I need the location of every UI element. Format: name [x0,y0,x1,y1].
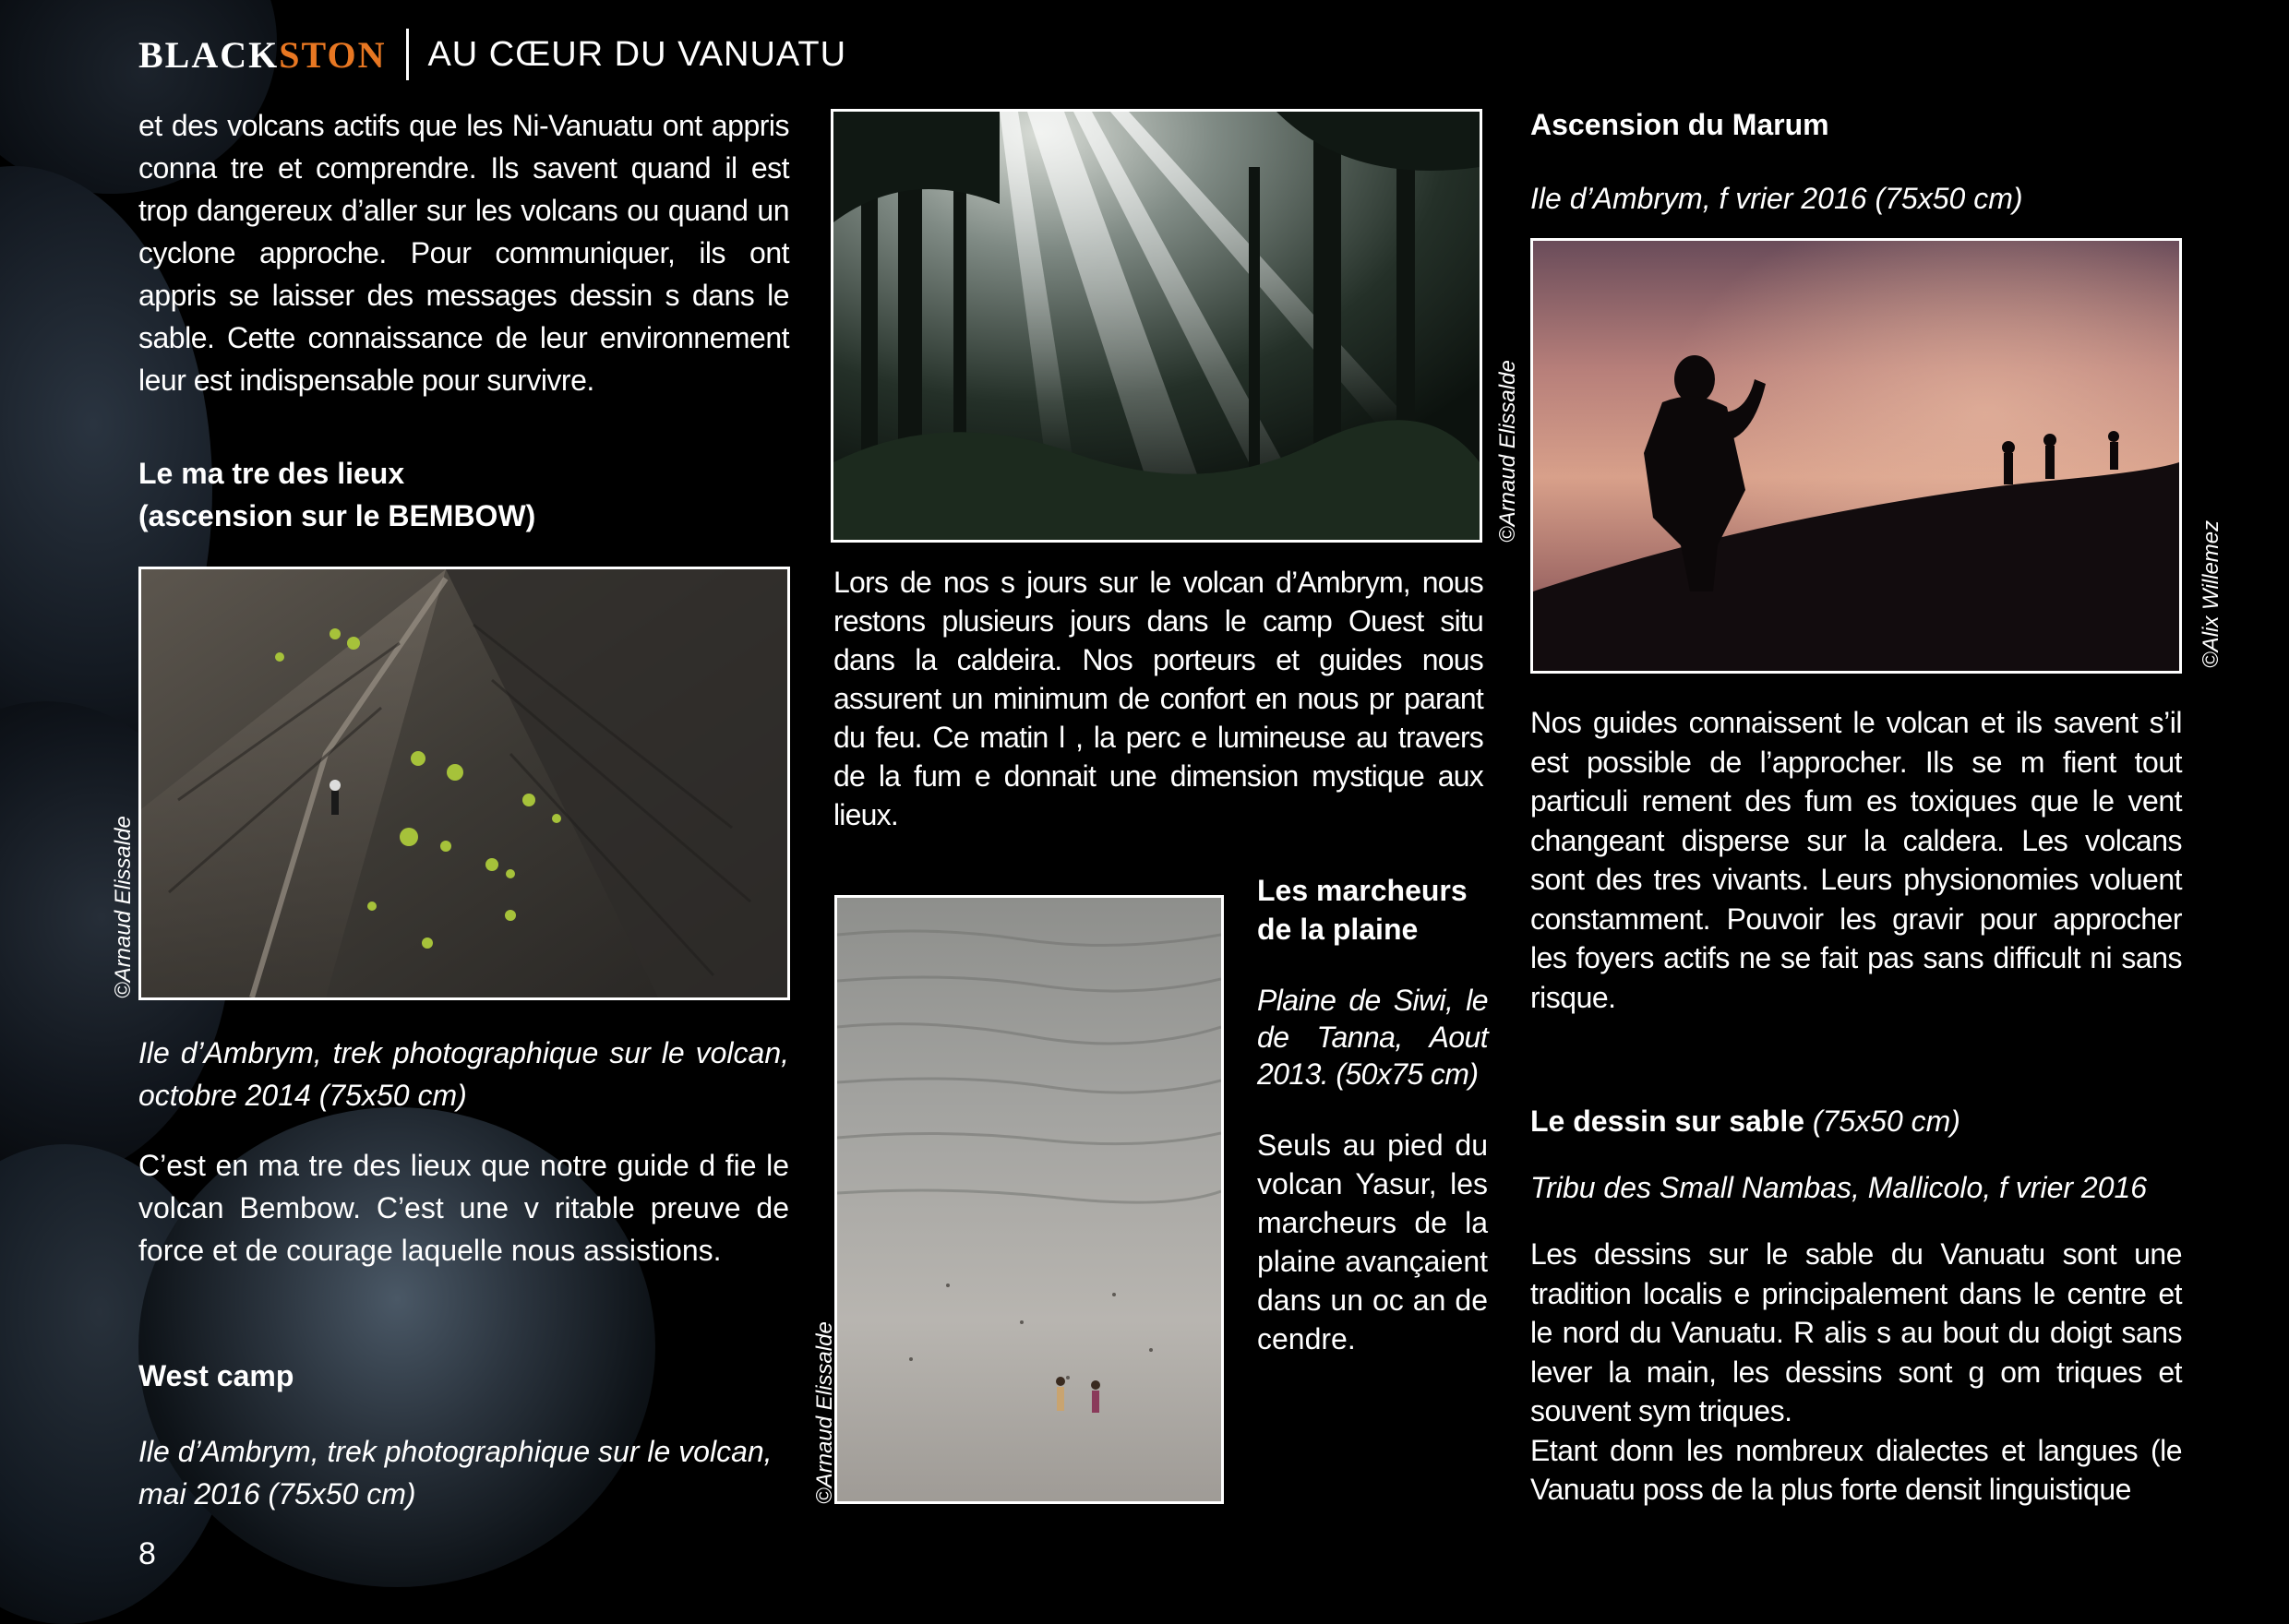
photo-plaine-siwi [834,895,1224,1504]
dessin-sable-description: Les dessins sur le sable du Vanuatu sont une tradition localis e principalement dans le centre et le nord du Vanuatu. R alis s au bout du doigt sans lever la main, les dessins sont g om triques et souvent sym triques. Etant donn les nombreux dialectes et langues (le Vanuatu poss de la plus forte densit linguistique [1530,1237,2182,1506]
header-divider [406,29,409,80]
section-title-marcheurs: Les marcheurs de la plaine [1257,874,1468,946]
dessin-sable-caption: Tribu des Small Nambas, Mallicolo, f vrier 2016 [1530,1171,2148,1204]
west-camp-description: Lors de nos s jours sur le volcan d’Ambrym, nous restons plusieurs jours dans le camp Ouest situ dans la caldeira. Nos porteurs et guides nous assurent un minimum de confort en nous pr parant du feu. Ce matin l , la perc e lumineuse au travers de la fum e donnait une dimension mystique aux lieux. [833,566,1483,831]
photo-west-camp-forest [831,109,1482,543]
photo1-caption: Ile d’Ambrym, trek photographique sur le volcan, octobre 2014 (75x50 cm) [138,1036,789,1112]
section-title-maitre-des-lieux: Le ma tre des lieux (ascension sur le BEMBOW) [138,457,536,532]
marcheurs-caption: Plaine de Siwi, le de Tanna, Aout 2013. (50x75 cm) [1257,984,1488,1091]
header-subtitle: AU CŒUR DU VANUATU [427,34,847,74]
photo-bembow-ridge [138,567,790,1000]
page-number: 8 [138,1536,156,1571]
marum-caption: Ile d’Ambrym, f vrier 2016 (75x50 cm) [1530,182,2023,215]
page-header [138,28,846,81]
photo4-credit: ©Alix Willemez [2199,519,2223,668]
intro-paragraph: et des volcans actifs que les Ni-Vanuatu ont appris conna tre et comprendre. Ils savent quand il est trop dangereux d’aller sur les volcans ou quand un cyclone approche. Pour communiquer, ils ont appris se laisser des messages dessin s dans le sable. Cette connaissance de leur environnement leur est indispensable pour survivre. [138,109,789,397]
section-title-ascension-marum: Ascension du Marum [1530,108,1829,141]
marcheurs-description: Seuls au pied du volcan Yasur, les marcheurs de la plaine avançaient dans un oc an de cendre. [1257,1128,1488,1355]
section-title-dessin-sable: Le dessin sur sable (75x50 cm) [1530,1105,1960,1138]
brand-logo: BLACKSTON [138,33,387,76]
photo1-description: C’est en ma tre des lieux que notre guide d fie le volcan Bembow. C’est une v ritable preuve de force et de courage laquelle nous assistions. [138,1149,789,1267]
photo1-credit: ©Arnaud Elissalde [111,816,136,998]
photo2-credit: ©Arnaud Elissalde [1495,360,1520,543]
photo-ascension-marum [1530,238,2182,674]
west-camp-caption: Ile d’Ambrym, trek photographique sur le volcan, mai 2016 (75x50 cm) [138,1435,773,1511]
marum-description: Nos guides connaissent le volcan et ils savent s’il est possible de l’approcher. Ils se m fient tout particuli rement des fum es toxiques que le vent changeant disperse sur la caldera. Les volcans sont des tres vivants. Leurs physionomies voluent constamment. Pouvoir les gravir pour approcher les foyers actifs ne se fait pas sans difficult ni sans risque. [1530,706,2182,1014]
section-title-west-camp: West camp [138,1359,294,1392]
photo3-credit: ©Arnaud Elissalde [812,1321,837,1504]
